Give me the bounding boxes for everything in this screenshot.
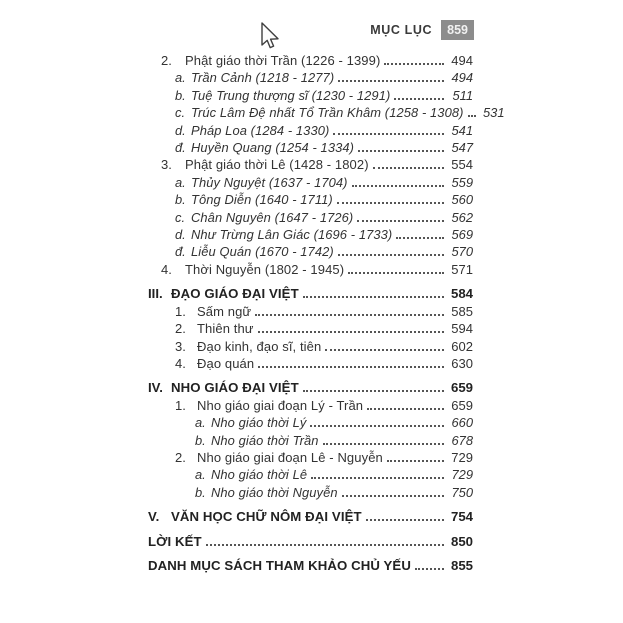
toc-row — [175, 191, 473, 208]
toc-row-number: V. — [148, 509, 160, 525]
dot-leader — [206, 544, 444, 546]
page-header — [370, 20, 474, 40]
toc-row-number: 4. — [175, 355, 186, 371]
dot-leader — [333, 133, 444, 135]
toc-row-number: a. — [175, 174, 186, 190]
toc-row-page: 511 — [452, 87, 473, 103]
toc-row-number: a. — [195, 467, 206, 483]
toc-row — [148, 557, 473, 574]
dot-leader — [358, 150, 444, 152]
toc-row-title: Phật giáo thời Lê (1428 - 1802) — [185, 157, 369, 173]
page-number-badge: 859 — [441, 20, 474, 40]
dot-leader — [342, 495, 444, 497]
toc-row-number: 3. — [161, 157, 172, 173]
toc-row-title: Nho giáo thời Nguyễn — [211, 484, 338, 500]
toc-row-title: Sấm ngữ — [197, 303, 252, 319]
dot-leader — [258, 366, 444, 368]
toc-row-page: 585 — [451, 303, 473, 319]
toc-row — [161, 156, 473, 173]
toc-row-title: Trúc Lâm Đệ nhất Tổ Trần Khâm (1258 - 1308) — [191, 105, 464, 121]
toc-row-page: 584 — [450, 286, 473, 302]
toc-row-number: đ. — [175, 244, 186, 260]
toc-row — [175, 139, 473, 156]
toc-row-title: Huyền Quang (1254 - 1334) — [191, 140, 355, 156]
toc-row-number: a. — [175, 70, 186, 86]
dot-leader — [384, 63, 444, 65]
toc-row-title: Pháp Loa (1284 - 1330) — [191, 122, 330, 138]
toc-row-title: NHO GIÁO ĐẠI VIỆT — [171, 380, 299, 396]
dot-leader — [366, 519, 444, 521]
toc-row-number: b. — [175, 87, 186, 103]
toc-row-number: a. — [195, 415, 206, 431]
toc-row-title: Nho giáo thời Lê — [211, 467, 308, 483]
toc-row — [175, 226, 473, 243]
toc-row-number: b. — [175, 192, 186, 208]
dot-leader — [303, 390, 444, 392]
toc-row-page: 660 — [451, 415, 473, 431]
toc-row-page: 559 — [451, 174, 473, 190]
toc-row-page: 569 — [451, 227, 473, 243]
toc-row — [195, 432, 473, 449]
dot-leader — [311, 477, 444, 479]
toc-row-title: Phật giáo thời Trần (1226 - 1399) — [185, 53, 381, 68]
toc-row — [175, 209, 473, 226]
toc-row-number: 2. — [175, 449, 186, 465]
dot-leader — [415, 568, 444, 570]
dot-leader — [258, 331, 444, 333]
toc-row-number: 4. — [161, 261, 172, 277]
toc-row — [175, 87, 473, 104]
dot-leader — [357, 220, 444, 222]
toc-row — [175, 243, 473, 260]
dot-leader — [338, 80, 444, 82]
toc-row-number: 3. — [175, 338, 186, 354]
toc-row-title: Thiên thư — [197, 321, 254, 337]
toc-row-title: Đạo quán — [197, 355, 255, 371]
dot-leader — [325, 349, 444, 351]
toc-row-page: 630 — [451, 355, 473, 371]
toc-row — [148, 285, 473, 302]
toc-row-title: Chân Nguyên (1647 - 1726) — [191, 209, 354, 225]
toc-row-title: Đạo kinh, đạo sĩ, tiên — [197, 338, 322, 354]
header-title: MỤC LỤC — [370, 23, 433, 37]
toc-row-page: 659 — [451, 397, 473, 413]
dot-leader — [468, 115, 476, 117]
toc-row-title: ĐẠO GIÁO ĐẠI VIỆT — [171, 286, 299, 302]
toc-list — [148, 52, 505, 574]
toc-row-title: DANH MỤC SÁCH THAM KHẢO CHỦ YẾU — [148, 557, 411, 573]
toc-row-page: 594 — [451, 321, 473, 337]
toc-row-number: 1. — [175, 303, 186, 319]
toc-row-page: 570 — [451, 244, 473, 260]
toc-row — [148, 379, 473, 396]
toc-row-page: 850 — [450, 533, 473, 549]
toc-row-page: 602 — [451, 338, 473, 354]
toc-row-page: 855 — [450, 557, 473, 573]
toc-row-number: b. — [195, 484, 206, 500]
toc-row-number: 2. — [161, 53, 172, 68]
toc-row-page: 571 — [451, 261, 473, 277]
toc-row-title: VĂN HỌC CHỮ NÔM ĐẠI VIỆT — [171, 509, 362, 525]
toc-row-page: 754 — [450, 509, 473, 525]
toc-row-page: 729 — [451, 449, 473, 465]
dot-leader — [303, 296, 444, 298]
toc-row-title: Nho giáo thời Lý — [211, 415, 307, 431]
toc-row-title: Tuệ Trung thượng sĩ (1230 - 1291) — [191, 87, 391, 103]
dot-leader — [367, 408, 444, 410]
toc-row — [195, 484, 473, 501]
toc-row — [161, 52, 473, 69]
toc-row — [175, 303, 473, 320]
dot-leader — [352, 185, 444, 187]
toc-row — [175, 104, 505, 121]
toc-row-title: Tông Diễn (1640 - 1711) — [191, 192, 333, 208]
dot-leader — [396, 237, 444, 239]
toc-row-number: c. — [175, 105, 186, 121]
toc-row-page: 750 — [451, 484, 473, 500]
toc-row-title: Như Trừng Lân Giác (1696 - 1733) — [191, 227, 393, 243]
toc-row — [175, 122, 473, 139]
toc-row-number: d. — [175, 227, 186, 243]
toc-row-title: Thời Nguyễn (1802 - 1945) — [185, 261, 345, 277]
toc-row-title: Thủy Nguyệt (1637 - 1704) — [191, 174, 348, 190]
dot-leader — [394, 98, 444, 100]
toc-row-page: 560 — [451, 192, 473, 208]
dot-leader — [323, 443, 444, 445]
toc-row-page: 678 — [451, 432, 473, 448]
toc-row — [175, 449, 473, 466]
toc-row — [175, 397, 473, 414]
dot-leader — [387, 460, 444, 462]
toc-row — [161, 261, 473, 278]
toc-row — [175, 338, 473, 355]
toc-row — [148, 533, 473, 550]
toc-row-number: III. — [148, 286, 163, 302]
toc-row — [148, 508, 473, 525]
toc-row-page: 547 — [451, 140, 473, 156]
toc-row-number: b. — [195, 432, 206, 448]
toc-row-page: 554 — [451, 157, 473, 173]
toc-row-number: 1. — [175, 397, 186, 413]
dot-leader — [255, 314, 444, 316]
toc-row-page: 541 — [451, 122, 473, 138]
toc-row — [175, 69, 473, 86]
dot-leader — [337, 202, 444, 204]
toc-row — [195, 414, 473, 431]
toc-row — [175, 320, 473, 337]
toc-row — [195, 466, 473, 483]
toc-row-page: 562 — [451, 209, 473, 225]
toc-row-number: đ. — [175, 140, 186, 156]
dot-leader — [348, 272, 444, 274]
toc-row — [175, 355, 473, 372]
toc-row-title: LỜI KẾT — [148, 533, 202, 549]
toc-row-number: d. — [175, 122, 186, 138]
toc-row-title: Liễu Quán (1670 - 1742) — [191, 244, 334, 260]
toc-row-page: 494 — [451, 53, 473, 68]
toc-row-title: Nho giáo thời Trần — [211, 432, 319, 448]
toc-row-page: 494 — [451, 70, 473, 86]
dot-leader — [373, 167, 444, 169]
toc-row-page: 659 — [450, 380, 473, 396]
toc-row-number: 2. — [175, 321, 186, 337]
dot-leader — [338, 254, 444, 256]
toc-row-page: 531 — [482, 105, 505, 121]
toc-row-number: IV. — [148, 380, 163, 396]
toc-row — [175, 174, 473, 191]
toc-row-page: 729 — [451, 467, 473, 483]
toc-row-title: Nho giáo giai đoạn Lê - Nguyễn — [197, 449, 383, 465]
toc-row-title: Nho giáo giai đoạn Lý - Trần — [197, 397, 364, 413]
toc-row-title: Trần Cảnh (1218 - 1277) — [191, 70, 335, 86]
toc-row-number: c. — [175, 209, 186, 225]
dot-leader — [310, 425, 444, 427]
